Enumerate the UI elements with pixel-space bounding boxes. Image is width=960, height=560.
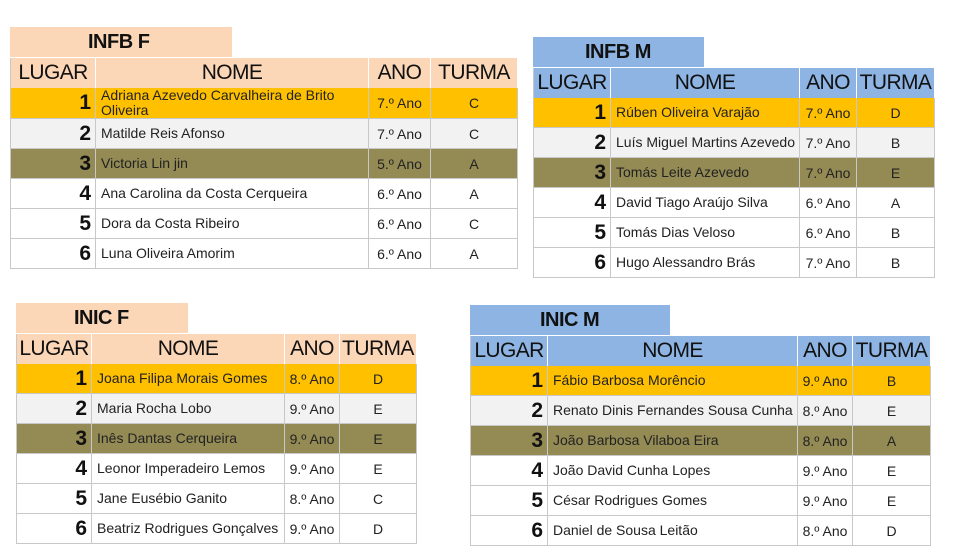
place-cell: 3 [471,426,548,456]
header-lugar: LUGAR [11,58,96,88]
header-nome: NOME [96,58,369,88]
table-title: INFB F [10,27,232,57]
place-cell: 6 [534,248,611,278]
name-cell: Matilde Reis Afonso [96,119,369,149]
table-row [11,179,518,209]
table-title: INFB M [533,37,704,67]
place-cell: 5 [11,209,96,239]
name-cell: Ana Carolina da Costa Cerqueira [96,179,369,209]
place-cell: 4 [11,179,96,209]
table-row [534,188,935,218]
name-cell: Rúben Oliveira Varajão [611,98,800,128]
year-cell: 9.º Ano [285,514,340,544]
year-cell: 7.º Ano [800,98,857,128]
class-cell: E [340,454,417,484]
class-cell: D [340,514,417,544]
table-row [17,454,417,484]
name-cell: Joana Filipa Morais Gomes [92,364,285,394]
year-cell: 6.º Ano [369,239,431,269]
year-cell: 9.º Ano [285,424,340,454]
name-cell: Luna Oliveira Amorim [96,239,369,269]
year-cell: 9.º Ano [285,394,340,424]
table-row [17,394,417,424]
class-cell: C [431,209,518,239]
header-row [471,336,931,366]
name-cell: Leonor Imperadeiro Lemos [92,454,285,484]
table-row [471,516,931,546]
header-lugar: LUGAR [17,334,92,364]
place-cell: 1 [11,88,96,119]
header-row [11,58,518,88]
class-cell: A [857,188,935,218]
table-title: INIC M [470,305,670,335]
header-turma: TURMA [857,68,935,98]
table-row [17,424,417,454]
table-row [471,486,931,516]
class-cell: B [857,128,935,158]
table-row [534,98,935,128]
class-cell: E [853,396,931,426]
ranking-grid [10,58,518,269]
table-row [17,364,417,394]
ranking-grid [16,334,417,544]
class-cell: E [340,424,417,454]
place-cell: 3 [11,149,96,179]
header-ano: ANO [369,58,431,88]
name-cell: Renato Dinis Fernandes Sousa Cunha [548,396,798,426]
class-cell: E [857,158,935,188]
class-cell: A [853,426,931,456]
table-row [11,119,518,149]
class-cell: A [431,239,518,269]
place-cell: 3 [17,424,92,454]
place-cell: 5 [534,218,611,248]
name-cell: Jane Eusébio Ganito [92,484,285,514]
header-nome: NOME [92,334,285,364]
name-cell: César Rodrigues Gomes [548,486,798,516]
year-cell: 6.º Ano [800,188,857,218]
place-cell: 5 [17,484,92,514]
ranking-grid [470,336,931,546]
place-cell: 2 [534,128,611,158]
table-row [11,239,518,269]
class-cell: A [431,149,518,179]
table-row [11,149,518,179]
table-row [11,209,518,239]
table-row [534,128,935,158]
year-cell: 7.º Ano [800,248,857,278]
header-turma: TURMA [340,334,417,364]
place-cell: 6 [471,516,548,546]
place-cell: 2 [471,396,548,426]
year-cell: 7.º Ano [369,119,431,149]
place-cell: 1 [17,364,92,394]
class-cell: E [340,394,417,424]
place-cell: 6 [11,239,96,269]
header-row [17,334,417,364]
header-ano: ANO [285,334,340,364]
header-row [534,68,935,98]
place-cell: 4 [471,456,548,486]
table-row [11,88,518,119]
header-ano: ANO [798,336,853,366]
header-turma: TURMA [853,336,931,366]
table-row [534,158,935,188]
name-cell: Luís Miguel Martins Azevedo [611,128,800,158]
place-cell: 2 [17,394,92,424]
name-cell: Tomás Leite Azevedo [611,158,800,188]
class-cell: E [853,456,931,486]
year-cell: 7.º Ano [800,128,857,158]
year-cell: 5.º Ano [369,149,431,179]
year-cell: 9.º Ano [798,366,853,396]
header-nome: NOME [611,68,800,98]
year-cell: 6.º Ano [800,218,857,248]
year-cell: 8.º Ano [285,364,340,394]
name-cell: Dora da Costa Ribeiro [96,209,369,239]
year-cell: 6.º Ano [369,179,431,209]
table-row [534,248,935,278]
place-cell: 2 [11,119,96,149]
header-nome: NOME [548,336,798,366]
class-cell: D [857,98,935,128]
name-cell: Hugo Alessandro Brás [611,248,800,278]
name-cell: João David Cunha Lopes [548,456,798,486]
table-row [471,396,931,426]
header-turma: TURMA [431,58,518,88]
name-cell: Adriana Azevedo Carvalheira de Brito Oliveira [96,88,369,119]
name-cell: Fábio Barbosa Morêncio [548,366,798,396]
year-cell: 7.º Ano [369,88,431,119]
year-cell: 7.º Ano [800,158,857,188]
name-cell: Tomás Dias Veloso [611,218,800,248]
header-ano: ANO [800,68,857,98]
class-cell: C [431,88,518,119]
year-cell: 8.º Ano [798,396,853,426]
table-row [471,426,931,456]
class-cell: D [853,516,931,546]
class-cell: D [340,364,417,394]
name-cell: João Barbosa Vilaboa Eira [548,426,798,456]
place-cell: 5 [471,486,548,516]
class-cell: B [857,218,935,248]
class-cell: E [853,486,931,516]
place-cell: 1 [471,366,548,396]
year-cell: 8.º Ano [285,484,340,514]
year-cell: 9.º Ano [285,454,340,484]
year-cell: 9.º Ano [798,456,853,486]
table-row [534,218,935,248]
place-cell: 6 [17,514,92,544]
name-cell: Maria Rocha Lobo [92,394,285,424]
table-row [471,366,931,396]
header-lugar: LUGAR [471,336,548,366]
place-cell: 1 [534,98,611,128]
name-cell: Inês Dantas Cerqueira [92,424,285,454]
ranking-grid [533,68,935,278]
header-lugar: LUGAR [534,68,611,98]
class-cell: A [431,179,518,209]
year-cell: 8.º Ano [798,426,853,456]
class-cell: B [853,366,931,396]
year-cell: 6.º Ano [369,209,431,239]
place-cell: 4 [534,188,611,218]
table-row [471,456,931,486]
name-cell: Beatriz Rodrigues Gonçalves [92,514,285,544]
class-cell: C [431,119,518,149]
name-cell: David Tiago Araújo Silva [611,188,800,218]
table-row [17,484,417,514]
class-cell: B [857,248,935,278]
place-cell: 4 [17,454,92,484]
class-cell: C [340,484,417,514]
name-cell: Victoria Lin jin [96,149,369,179]
place-cell: 3 [534,158,611,188]
table-row [17,514,417,544]
year-cell: 8.º Ano [798,516,853,546]
name-cell: Daniel de Sousa Leitão [548,516,798,546]
table-title: INIC F [16,303,188,333]
year-cell: 9.º Ano [798,486,853,516]
